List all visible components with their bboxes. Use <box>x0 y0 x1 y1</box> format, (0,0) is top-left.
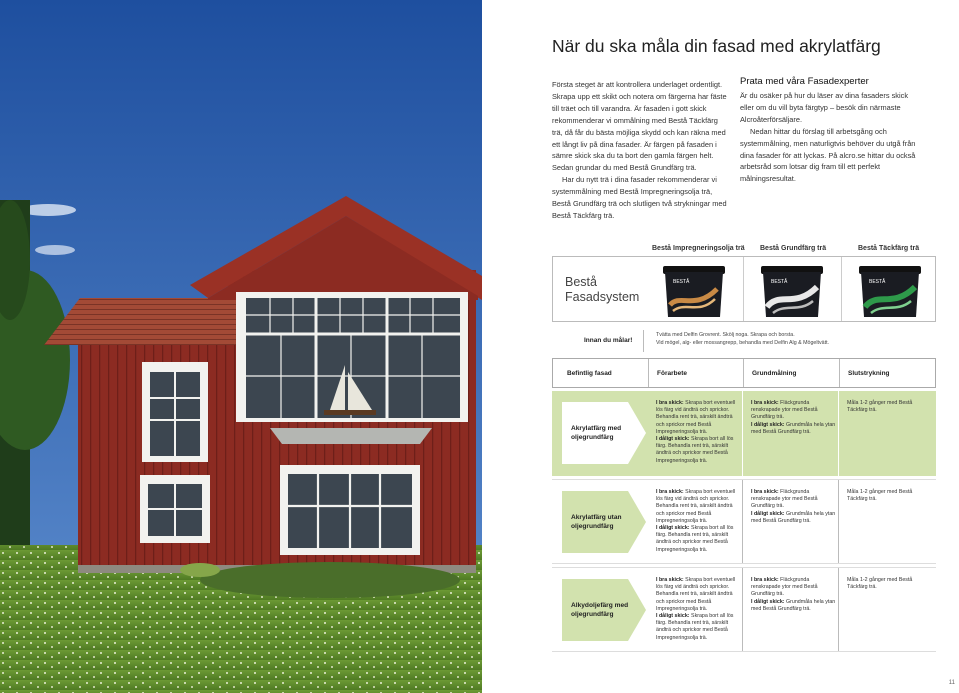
primer-cell <box>751 400 837 436</box>
paint-can-grundfarg <box>753 263 831 319</box>
experts-paragraph: Nedan hittar du förslag till arbetsgång och systemmålning, men naturligtvis behöver du utgå från dina fasader för att lyckas. På alcro.se hittar du också arbetsråd som lotsar dig fram till ett perfekt målningsresultat. <box>740 126 916 184</box>
divider <box>742 391 743 476</box>
can-brand-text: BESTÅ <box>869 279 886 285</box>
condition-text: Skrapa bort all lös färg. Behandla rent trä, särskilt ändträ och sprickor med Bestå Impregneringsolja trä. <box>656 613 734 641</box>
table-body <box>552 391 936 652</box>
finish-cell: Måla 1-2 gånger med Bestå Täckfärg trä. <box>847 400 913 414</box>
divider <box>742 568 743 651</box>
before-painting-text: Tvätta med Delfin Grovrent. Skölj noga. Skrapa och borsta. Vid mögel, alg- eller mossangrepp, behandla med Delfin Alg & Mögeltvätt. <box>656 332 830 347</box>
divider <box>838 568 839 651</box>
divider <box>838 391 839 476</box>
prep-cell <box>656 400 742 465</box>
fasadsystem-box <box>552 256 936 322</box>
condition-label: I bra skick: <box>656 577 684 583</box>
divider <box>648 359 649 387</box>
before-painting-label: Innan du målar! <box>584 337 633 344</box>
product-label-tackfarg: Bestå Täckfärg trä <box>858 245 920 252</box>
condition-text: Grundmåla hela ytan med Bestå Grundfärg trä. <box>751 598 836 612</box>
condition-label: I dåligt skick: <box>751 421 785 428</box>
condition-label: I dåligt skick: <box>751 598 785 605</box>
can-brand-text: BESTÅ <box>673 279 690 285</box>
primer-cell <box>751 577 837 613</box>
intro-paragraph: Första steget är att kontrollera underlaget ordentligt. Skrapa upp ett skikt och notera om färgerna har fäste till träet och till varandra. Är fasaden i gott skick rekommenderar vi ommålning med Bestå Täckfärg trä, då får du bästa möjliga skydd och kan räkna med ett långt liv på dina fasader. Är färgen på fasaden i sämre skick ska du ta bort den gamla färgen helt. Sedan grundar du med Bestå Grundfärg trä. <box>552 80 727 173</box>
divider <box>839 359 840 387</box>
product-label-impregneringsolja: Bestå Impregneringsolja trä <box>652 245 745 252</box>
divider <box>838 480 839 563</box>
condition-text: Grundmåla hela ytan med Bestå Grundfärg trä. <box>751 510 836 524</box>
facade-type: Akrylatfärg utan oljegrundfärg <box>571 514 622 530</box>
condition-label: I bra skick: <box>751 577 779 583</box>
condition-label: I dåligt skick: <box>656 436 690 443</box>
divider <box>743 257 744 321</box>
divider <box>643 330 644 352</box>
experts-heading: Prata med våra Fasadexperter <box>740 76 869 87</box>
intro-left-column <box>552 79 730 222</box>
experts-paragraph: Är du osäker på hur du läser av dina fasaders skick eller om du vill byta färgtyp – besök din närmaste Alcroåterförsäljare. <box>740 91 909 124</box>
table-row <box>552 391 936 476</box>
condition-text: Skrapa bort eventuell lös färg vid ändträ och sprickor. Behandla rent trä, särskilt ändträ och sprickor med Bestå Impregneringsolja trä. <box>656 400 736 435</box>
product-label-grundfarg: Bestå Grundfärg trä <box>760 245 827 252</box>
facade-type: Akrylatfärg med oljegrundfärg <box>571 425 622 441</box>
condition-label: I dåligt skick: <box>656 525 690 532</box>
condition-text: Fläckgrunda renskrapade ytor med Bestå Grundfärg trä. <box>751 489 818 510</box>
header-forarbete: Förarbete <box>657 370 687 377</box>
table-header <box>552 358 936 388</box>
table-row <box>552 479 936 564</box>
page-title: När du ska måla din fasad med akrylatfärg <box>552 36 881 56</box>
finish-cell: Måla 1-2 gånger med Bestå Täckfärg trä. <box>847 489 913 503</box>
divider <box>743 359 744 387</box>
condition-text: Fläckgrunda renskrapade ytor med Bestå Grundfärg trä. <box>751 400 818 421</box>
prep-cell <box>656 577 742 642</box>
condition-text: Fläckgrunda renskrapade ytor med Bestå Grundfärg trä. <box>751 577 818 598</box>
header-grundmalning: Grundmålning <box>752 370 797 377</box>
condition-text: Skrapa bort all lös färg. Behandla rent trä, särskilt ändträ och sprickor med Bestå Impregneringsolja trä. <box>656 436 734 464</box>
condition-label: I bra skick: <box>656 400 684 406</box>
header-befintlig-fasad: Befintlig fasad <box>567 370 612 377</box>
paint-can-impregneringsolja <box>655 263 733 319</box>
condition-text: Grundmåla hela ytan med Bestå Grundfärg trä. <box>751 421 836 435</box>
condition-label: I bra skick: <box>656 489 684 495</box>
paint-can-tackfarg <box>851 263 929 319</box>
condition-text: Skrapa bort all lös färg. Behandla rent trä, särskilt ändträ och sprickor med Bestå Impregneringsolja trä. <box>656 525 734 553</box>
condition-text: Skrapa bort eventuell lös färg vid ändträ och sprickor. Behandla rent trä, särskilt ändträ och sprickor med Bestå Impregneringsolja trä. <box>656 577 736 612</box>
page-number: 11 <box>948 680 955 686</box>
condition-label: I dåligt skick: <box>751 510 785 517</box>
divider <box>742 480 743 563</box>
header-slutstrykning: Slutstrykning <box>848 370 890 377</box>
condition-label: I dåligt skick: <box>656 613 690 620</box>
divider <box>841 257 842 321</box>
prep-cell <box>656 489 742 554</box>
intro-right-column <box>740 76 920 185</box>
can-brand-text: BESTÅ <box>771 279 788 285</box>
condition-label: I bra skick: <box>751 489 779 495</box>
finish-cell: Måla 1-2 gånger med Bestå Täckfärg trä. <box>847 577 913 591</box>
primer-cell <box>751 489 837 525</box>
condition-text: Skrapa bort eventuell lös färg vid ändträ och sprickor. Behandla rent trä, särskilt ändträ och sprickor med Bestå Impregneringsolja trä. <box>656 489 736 524</box>
facade-type: Alkydoljefärg med oljegrundfärg <box>571 602 629 618</box>
intro-paragraph: Har du nytt trä i dina fasader rekommenderar vi systemmålning med Bestå Impregneringsolja trä, Bestå Grundfärg trä och slutligen två strykningar med Bestå Täckfärg trä. <box>552 175 727 220</box>
before-painting <box>552 330 936 352</box>
fasadsystem-title: Bestå Fasadsystem <box>565 275 640 304</box>
condition-label: I bra skick: <box>751 400 779 406</box>
table-row <box>552 567 936 652</box>
painting-guide-table <box>552 358 936 652</box>
